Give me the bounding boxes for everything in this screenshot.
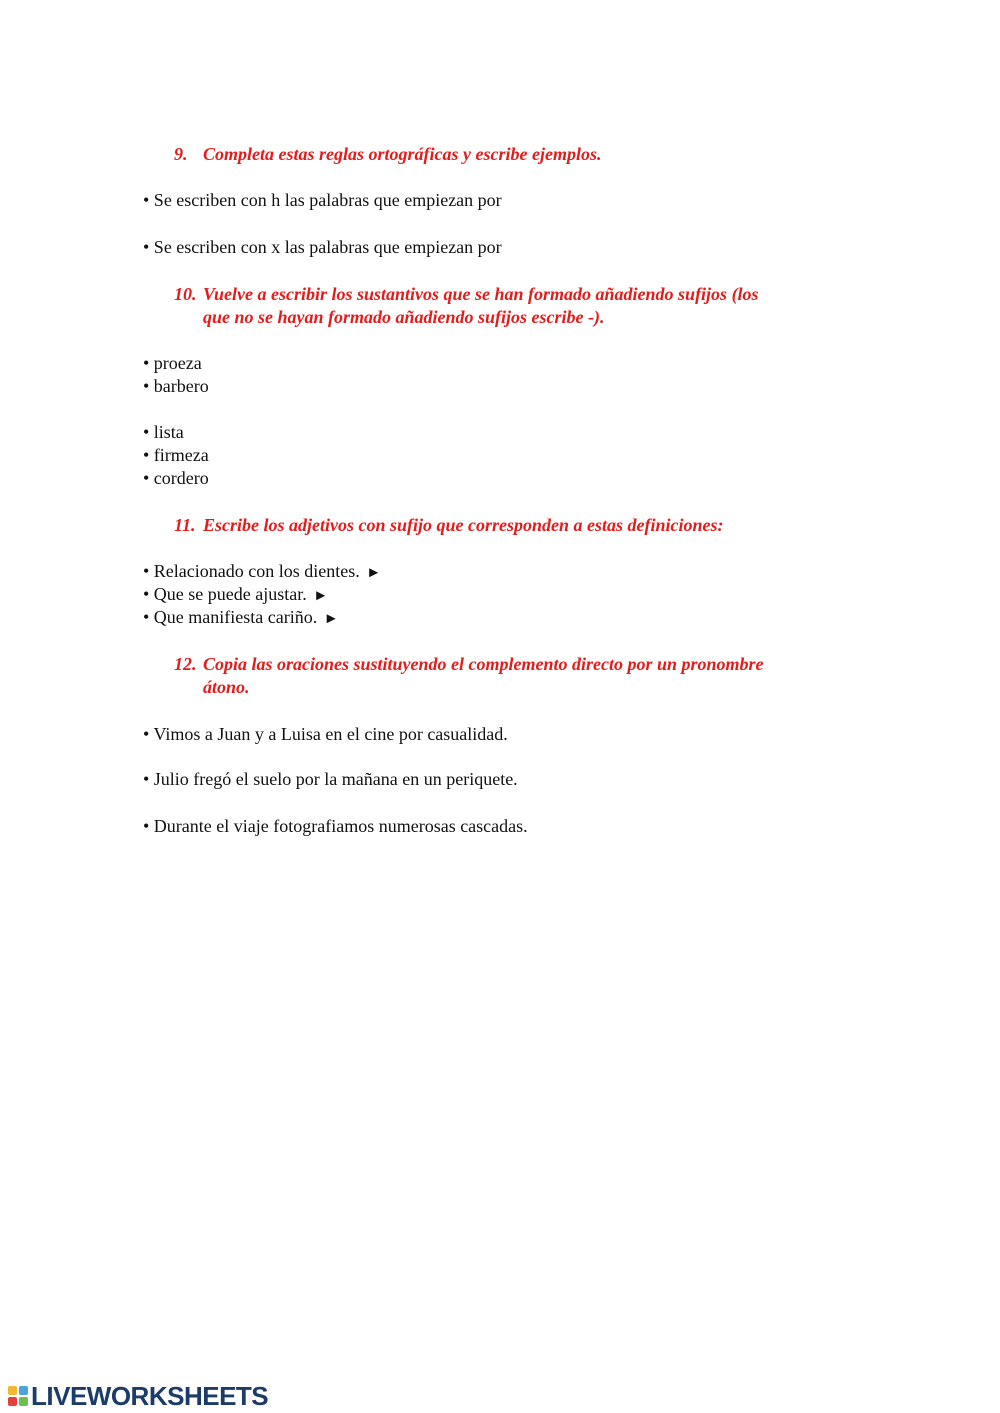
question-9-number: 9. bbox=[174, 144, 188, 164]
question-11-text: Escribe los adjetivos con sufijo que corresponden a estas definiciones: bbox=[203, 515, 724, 535]
question-11-number: 11. bbox=[174, 515, 196, 535]
question-12 bbox=[174, 653, 854, 699]
question-11 bbox=[174, 514, 854, 537]
question-9-text: Completa estas reglas ortográficas y escribe ejemplos. bbox=[203, 144, 602, 164]
rule-h-item: • Se escriben con h las palabras que empiezan por bbox=[143, 190, 502, 210]
definition-text: • Que se puede ajustar. bbox=[143, 584, 307, 604]
noun-item-firmeza: • firmeza bbox=[143, 445, 209, 465]
definition-text: • Que manifiesta cariño. bbox=[143, 607, 318, 627]
question-9 bbox=[174, 143, 854, 166]
logo-square bbox=[8, 1397, 17, 1406]
noun-item-barbero: • barbero bbox=[143, 376, 209, 396]
question-12-number: 12. bbox=[174, 654, 197, 674]
question-10-text-line1: Vuelve a escribir los sustantivos que se han formado añadiendo sufijos (los bbox=[203, 284, 759, 304]
noun-item-cordero: • cordero bbox=[143, 468, 209, 488]
arrow-right-icon: ► bbox=[313, 588, 329, 604]
noun-item-lista: • lista bbox=[143, 422, 184, 442]
sentence-item-2: • Julio fregó el suelo por la mañana en un periquete. bbox=[143, 769, 518, 789]
definition-item-dientes bbox=[143, 560, 381, 585]
logo-text: LIVEWORKSHEETS bbox=[31, 1380, 269, 1411]
sentence-item-1: • Vimos a Juan y a Luisa en el cine por casualidad. bbox=[143, 724, 508, 744]
definition-item-carino bbox=[143, 606, 339, 631]
logo-grid-icon bbox=[8, 1386, 28, 1406]
logo-square bbox=[8, 1386, 17, 1395]
definition-text: • Relacionado con los dientes. bbox=[143, 561, 360, 581]
arrow-right-icon: ► bbox=[366, 565, 382, 581]
rule-x-item: • Se escriben con x las palabras que empiezan por bbox=[143, 237, 502, 257]
arrow-right-icon: ► bbox=[323, 611, 339, 627]
liveworksheets-logo[interactable] bbox=[8, 1381, 268, 1411]
logo-square bbox=[19, 1386, 28, 1395]
noun-item-proeza: • proeza bbox=[143, 353, 202, 373]
sentence-item-3: • Durante el viaje fotografiamos numerosas cascadas. bbox=[143, 816, 528, 836]
question-12-text-line2: átono. bbox=[203, 677, 250, 697]
question-12-text-line1: Copia las oraciones sustituyendo el complemento directo por un pronombre bbox=[203, 654, 764, 674]
question-10-text-line2: que no se hayan formado añadiendo sufijos escribe -). bbox=[203, 307, 605, 327]
question-10 bbox=[174, 283, 854, 329]
logo-square bbox=[19, 1397, 28, 1406]
definition-item-ajustar bbox=[143, 583, 328, 608]
question-10-number: 10. bbox=[174, 284, 197, 304]
